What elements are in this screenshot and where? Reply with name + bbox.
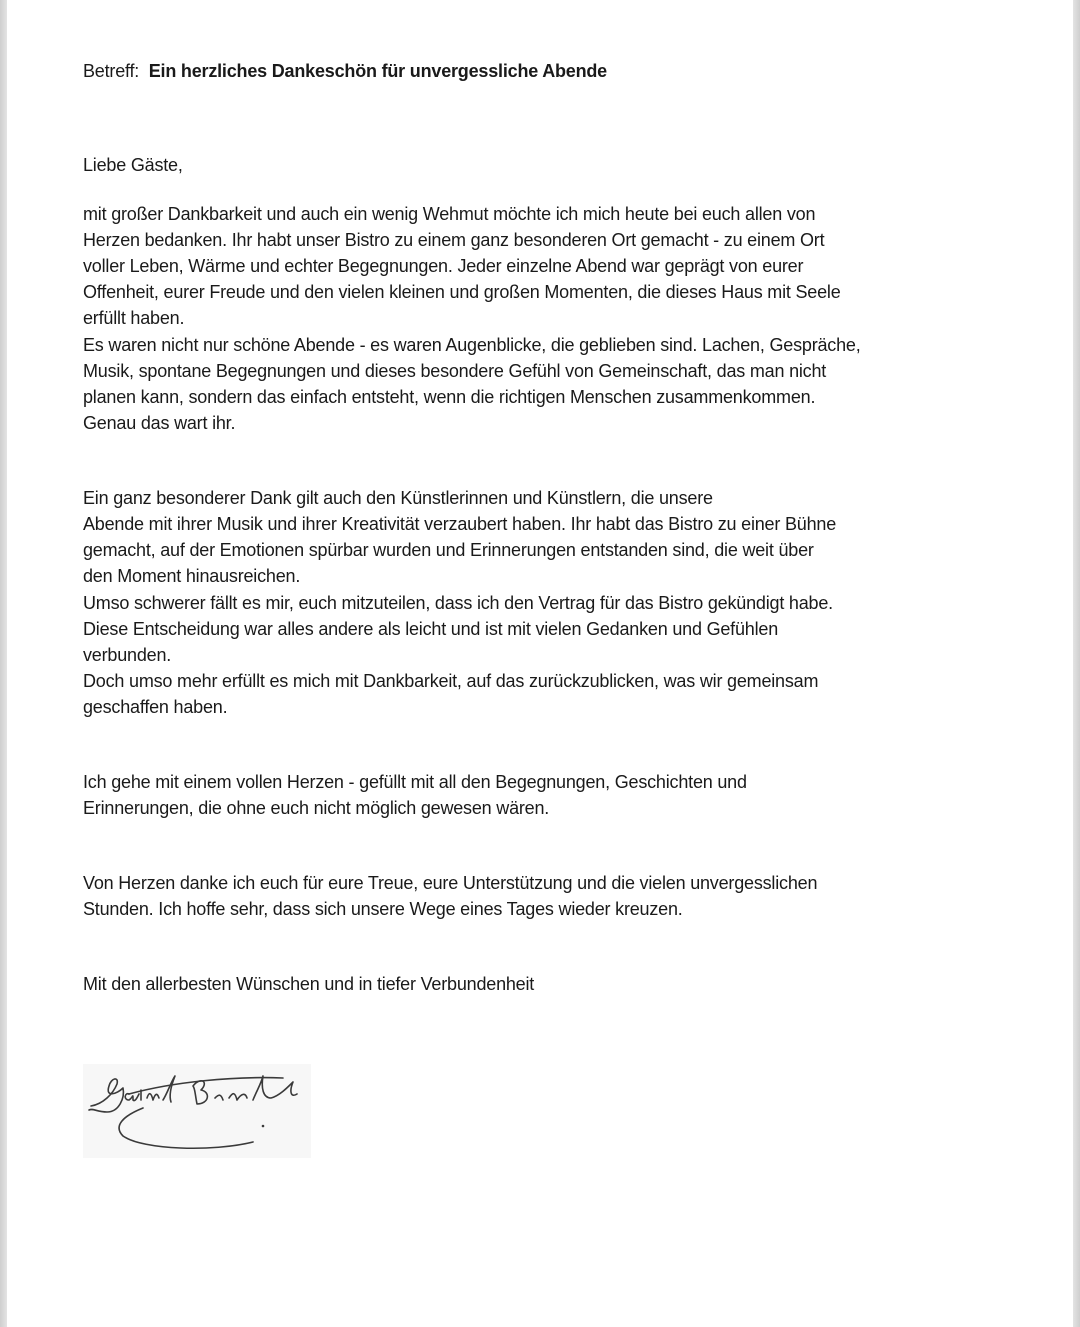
- paragraph-line: Von Herzen danke ich euch für eure Treue, eure Unterstützung und die vielen unvergesslichen: [83, 873, 818, 893]
- signature-image: [83, 1064, 311, 1158]
- signature-icon: [83, 1064, 311, 1158]
- paragraph-line: Ich gehe mit einem vollen Herzen - gefüllt mit all den Begegnungen, Geschichten und: [83, 772, 747, 792]
- salutation: Liebe Gäste,: [83, 155, 183, 175]
- closing-line: Mit den allerbesten Wünschen und in tiefer Verbundenheit: [83, 974, 535, 994]
- paragraph-line: erfüllt haben.: [83, 308, 185, 328]
- paragraph-line: verbunden.: [83, 645, 172, 665]
- paragraph-line: geschaffen haben.: [83, 697, 228, 717]
- paragraph-line: Doch umso mehr erfüllt es mich mit Dankbarkeit, auf das zurückzublicken, was wir gemeinsam: [83, 671, 819, 691]
- paragraph-line: Umso schwerer fällt es mir, euch mitzuteilen, dass ich den Vertrag für das Bistro gekündigt habe.: [83, 593, 833, 613]
- paragraph-line: Genau das wart ihr.: [83, 413, 236, 433]
- subject-text: Ein herzliches Dankeschön für unvergessliche Abende: [148, 61, 607, 81]
- subject-label: Betreff:: [83, 61, 140, 81]
- paragraph-line: Diese Entscheidung war alles andere als leicht und ist mit vielen Gedanken und Gefühlen: [83, 619, 779, 639]
- paragraph-line: planen kann, sondern das einfach entsteht, wenn die richtigen Menschen zusammenkommen.: [83, 387, 816, 407]
- paragraph-line: Erinnerungen, die ohne euch nicht möglich gewesen wären.: [83, 798, 550, 818]
- paragraph-line: Offenheit, eurer Freude und den vielen kleinen und großen Momenten, die dieses Haus mit Seele: [83, 282, 841, 302]
- paragraph-line: Musik, spontane Begegnungen und dieses besondere Gefühl von Gemeinschaft, das man nicht: [83, 361, 827, 381]
- letter-page: [7, 0, 1073, 1327]
- paragraph-line: voller Leben, Wärme und echter Begegnungen. Jeder einzelne Abend war geprägt von eurer: [83, 256, 804, 276]
- paragraph-line: Herzen bedanken. Ihr habt unser Bistro zu einem ganz besonderen Ort gemacht - zu einem Ort: [83, 230, 825, 250]
- paragraph-line: gemacht, auf der Emotionen spürbar wurden und Erinnerungen entstanden sind, die weit über: [83, 540, 814, 560]
- paragraph-line: Abende mit ihrer Musik und ihrer Kreativität verzaubert haben. Ihr habt das Bistro zu einer Bühne: [83, 514, 837, 534]
- paragraph-line: Es waren nicht nur schöne Abende - es waren Augenblicke, die geblieben sind. Lachen, Gespräche,: [83, 335, 861, 355]
- subject-line: [83, 58, 607, 84]
- paragraph-line: Ein ganz besonderer Dank gilt auch den Künstlerinnen und Künstlern, die unsere: [83, 488, 713, 508]
- paragraph-line: Stunden. Ich hoffe sehr, dass sich unsere Wege eines Tages wieder kreuzen.: [83, 899, 683, 919]
- paragraph-line: den Moment hinausreichen.: [83, 566, 301, 586]
- paragraph-line: mit großer Dankbarkeit und auch ein wenig Wehmut möchte ich mich heute bei euch allen von: [83, 204, 816, 224]
